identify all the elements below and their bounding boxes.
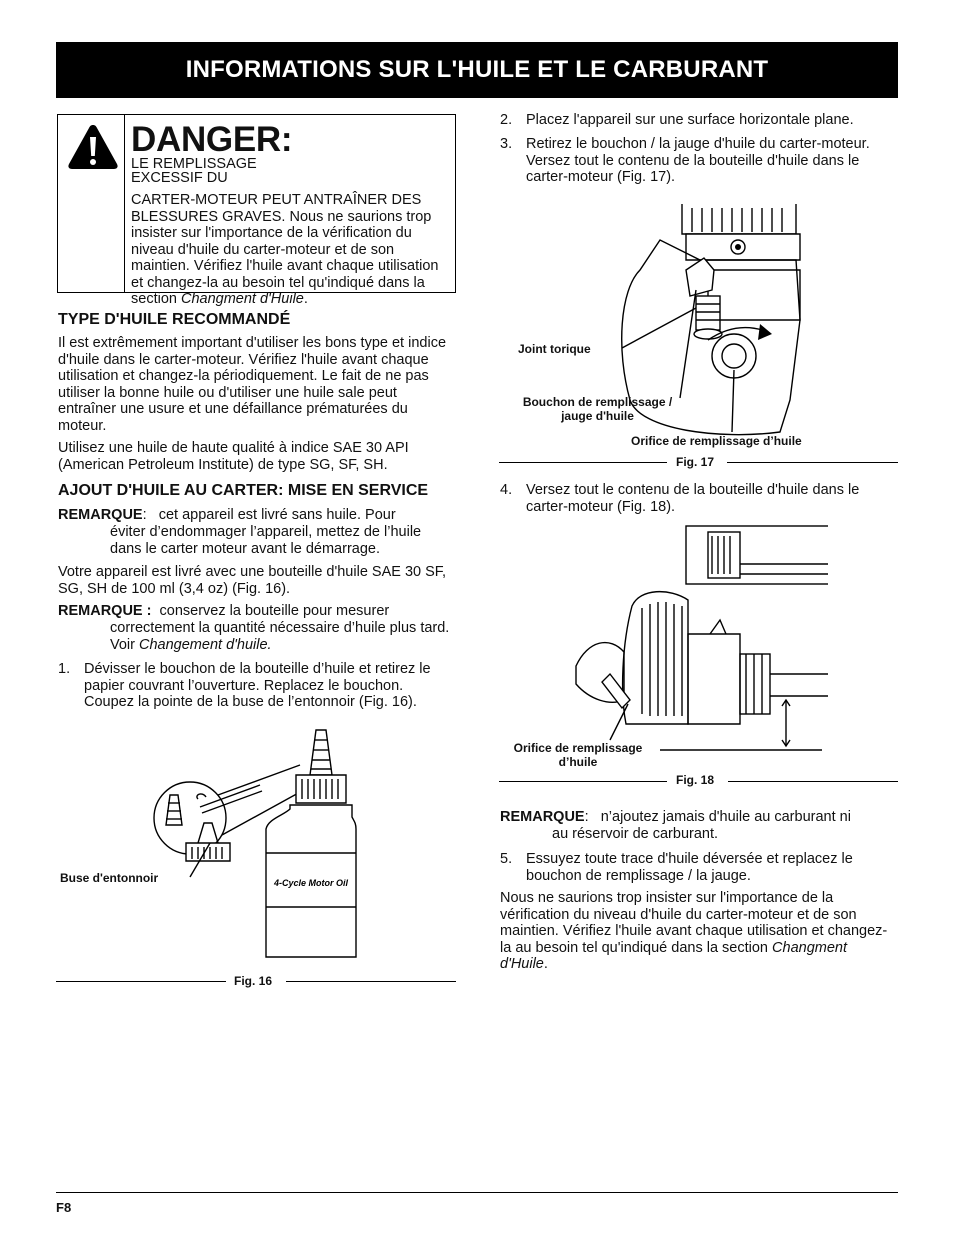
fig16-illustration — [150, 725, 360, 965]
page-title: INFORMATIONS SUR L'HUILE ET LE CARBURANT — [56, 42, 898, 98]
remarque-3-sep: : — [584, 809, 589, 825]
step-1-number: 1. — [58, 661, 71, 677]
danger-body-italic: Changment d'Huile — [180, 291, 304, 307]
warning-triangle-icon — [67, 123, 119, 171]
remarque-1-rest: éviter d’endommager l’appareil, mettez de l’huile dans le carter moteur avant le démarrage. — [110, 524, 422, 557]
danger-box — [57, 114, 456, 307]
fig16-rule-left — [56, 981, 226, 982]
remarque-3-rest: au réservoir de carburant. — [552, 826, 719, 842]
remarque-2-rest-text: correctement la quantité nécessaire d’huile plus tard. Voir — [110, 620, 450, 653]
step-3-text: Retirez le bouchon / la jauge d'huile du carter-moteur. Versez tout le contenu de la bouteille d'huile dans le carter-moteur (Fig. 17). — [526, 136, 870, 185]
fig16-rule-right — [286, 981, 456, 982]
remarque-1-label: REMARQUE — [58, 507, 143, 523]
remarque-2-rest — [110, 620, 456, 653]
danger-icon-panel — [58, 115, 125, 292]
fig17-label-joint: Joint torique — [518, 342, 591, 356]
fig17-rule-right — [727, 462, 898, 463]
step-5 — [500, 851, 898, 887]
step-2-text: Placez l'appareil sur une surface horizontale plane. — [526, 112, 854, 128]
remarque-2-first: conservez la bouteille pour mesurer — [159, 603, 390, 619]
fig17-caption: Fig. 17 — [676, 455, 715, 469]
ajout-heading: AJOUT D'HUILE AU CARTER: MISE EN SERVICE — [58, 482, 429, 499]
fig17-label-bouchon: Bouchon de remplissage / jauge d'huile — [522, 395, 673, 423]
step-2-number: 2. — [500, 112, 513, 128]
danger-body-end: . — [303, 291, 308, 307]
fig18-rule-left — [499, 781, 667, 782]
fig18-caption: Fig. 18 — [676, 773, 715, 787]
fig17-label-orifice: Orifice de remplissage d’huile — [631, 434, 802, 448]
fig16-label-buse: Buse d'entonnoir — [60, 871, 159, 885]
step-1 — [58, 661, 458, 713]
step-4-number: 4. — [500, 482, 513, 498]
danger-body — [131, 185, 451, 308]
remarque-3-first: n’ajoutez jamais d'huile au carburant ni — [600, 809, 851, 825]
fig16-bottle-text: 4-Cycle Motor Oil — [274, 878, 349, 888]
fig18-illustration — [570, 524, 828, 754]
remarque-1-sep: : — [142, 507, 147, 523]
fig18-rule-right — [728, 781, 898, 782]
final-paragraph-text: Nous ne saurions trop insister sur l'importance de la vérification du niveau d'huile du carter-moteur et de son maintien. Vérifiez l'huile avant chaque utilisation et changez-la au besoin tel qu'indiqué dans la section — [500, 890, 888, 956]
remarque-2 — [58, 603, 458, 620]
danger-head: LE REMPLISSAGE EXCESSIF DU — [131, 156, 257, 186]
step-1-text: Dévisser le bouchon de la bouteille d’huile et retirez le papier couvrant l’ouverture. Replacez le bouchon. Coupez la pointe de la buse de l’entonnoir (Fig. 16). — [84, 661, 431, 710]
step-2 — [500, 112, 898, 130]
type-heading: TYPE D'HUILE RECOMMANDÉ — [58, 311, 291, 328]
remarque-3 — [500, 809, 898, 826]
fig16-caption: Fig. 16 — [234, 974, 273, 988]
step-3 — [500, 136, 898, 188]
step-5-number: 5. — [500, 851, 513, 867]
remarque-2-italic: Changement d'huile. — [139, 636, 272, 653]
type-paragraph-2: Utilisez une huile de haute qualité à indice SAE 30 API (American Petroleum Institute) de type SG, SF, SH. — [58, 440, 409, 473]
step-4 — [500, 482, 898, 518]
remarque-1 — [58, 507, 458, 524]
fig18-label-orifice: Orifice de remplissage d’huile — [513, 741, 643, 769]
footer-rule — [56, 1192, 898, 1193]
danger-word: DANGER: — [131, 120, 293, 159]
final-paragraph-italic: Changment d'Huile — [500, 939, 847, 972]
votre-paragraph: Votre appareil est livré avec une bouteille d'huile SAE 30 SF, SG, SH de 100 ml (3,4 oz) (Fig. 16). — [58, 564, 447, 597]
page-number: F8 — [56, 1200, 72, 1215]
remarque-3-label: REMARQUE — [500, 809, 585, 825]
remarque-2-label: REMARQUE : — [58, 603, 152, 619]
final-paragraph-end: . — [543, 956, 548, 972]
step-4-text: Versez tout le contenu de la bouteille d'huile dans le carter-moteur (Fig. 18). — [526, 482, 860, 515]
step-5-text: Essuyez toute trace d'huile déversée et replacez le bouchon de remplissage / la jauge. — [526, 851, 853, 884]
step-3-number: 3. — [500, 136, 513, 152]
final-paragraph — [500, 890, 898, 973]
remarque-1-first: cet appareil est livré sans huile. Pour — [158, 507, 396, 523]
type-paragraph-1: Il est extrêmement important d'utiliser les bons type et indice d'huile dans le carter-moteur. Vérifiez l'huile avant chaque utilisation et changez-la périodiquement. Le fait de ne pas utiliser la bonne huile ou d'utiliser une huile sale peut entraîner une usure et une défaillance prématurées du moteur. — [58, 335, 447, 434]
fig17-rule-left — [499, 462, 667, 463]
danger-text — [131, 121, 451, 308]
danger-body-text: CARTER-MOTEUR PEUT ANTRAÎNER DES BLESSURES GRAVES. Nous ne saurions trop insister sur l'importance de la vérification du niveau d'huile du carter-moteur et de son maintien. Vérifiez l'huile avant chaque utilisation et changez-la au besoin tel qu'indiqué dans la section — [131, 192, 439, 307]
